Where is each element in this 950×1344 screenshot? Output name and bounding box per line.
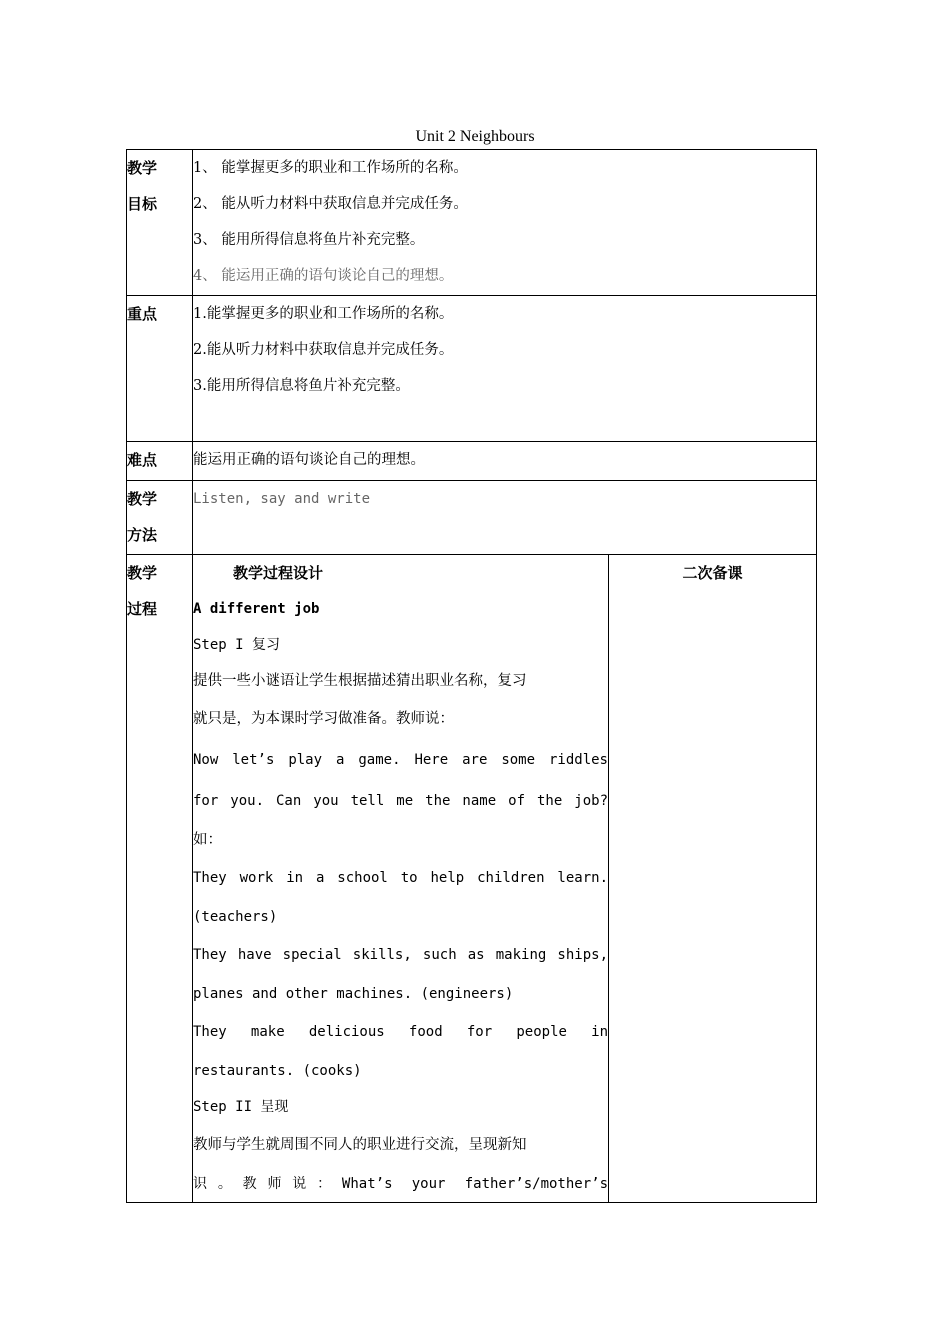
difficulty-content (193, 442, 817, 481)
method-row (127, 481, 817, 555)
process-row (127, 555, 817, 1203)
process-line: (teachers) (193, 909, 278, 925)
backup-header: 二次备课 (682, 564, 743, 582)
key-points-label (127, 296, 193, 442)
process-line: 就只是，为本课时学习做准备。教师说： (193, 711, 454, 727)
process-line: 识。教师说：What’s your father’s/mother’s (193, 1176, 608, 1192)
process-line: They have special skills, such as making ships, (193, 947, 608, 963)
lesson-heading: A different job (193, 601, 320, 617)
method-content (193, 481, 817, 555)
label-line: 难点 (127, 451, 158, 469)
label-line: 方法 (127, 526, 158, 544)
label-line: 教学 (127, 564, 158, 582)
key-points-content (193, 296, 817, 442)
process-line: They make delicious food for people in (193, 1024, 608, 1040)
step-heading: Step II 呈现 (193, 1099, 289, 1115)
difficulty-row (127, 442, 817, 481)
process-line: 教师与学生就周围不同人的职业进行交流，呈现新知 (193, 1137, 527, 1153)
key-point-item: 2.能从听力材料中获取信息并完成任务。 (193, 342, 454, 358)
label-line: 教学 (127, 159, 158, 177)
objective-item: 1、 能掌握更多的职业和工作场所的名称。 (193, 160, 468, 176)
objectives-row (127, 150, 817, 296)
key-point-item: 1.能掌握更多的职业和工作场所的名称。 (193, 306, 454, 322)
process-design-content (193, 555, 609, 1203)
process-line: 提供一些小谜语让学生根据描述猜出职业名称，复习 (193, 673, 527, 689)
label-line: 重点 (127, 305, 158, 323)
label-line: 教学 (127, 490, 158, 508)
label-line: 目标 (127, 195, 158, 213)
process-line: 如： (193, 832, 222, 848)
objectives-content (193, 150, 817, 296)
key-point-item: 3.能用所得信息将鱼片补充完整。 (193, 378, 410, 394)
process-label (127, 555, 193, 1203)
label-line: 过程 (127, 600, 158, 618)
objective-item: 2、 能从听力材料中获取信息并完成任务。 (193, 196, 468, 212)
difficulty-text: 能运用正确的语句谈论自己的理想。 (193, 452, 425, 468)
design-header: 教学过程设计 (233, 564, 324, 582)
process-line: Now let’s play a game. Here are some riddles (193, 752, 608, 768)
page-title: Unit 2 Neighbours (415, 128, 535, 145)
key-points-row (127, 296, 817, 442)
objectives-label (127, 150, 193, 296)
process-line: planes and other machines. (engineers) (193, 986, 514, 1002)
difficulty-label (127, 442, 193, 481)
process-backup-content (609, 555, 817, 1203)
objective-item: 4、 能运用正确的语句谈论自己的理想。 (193, 268, 454, 284)
process-line: They work in a school to help children learn. (193, 870, 608, 886)
method-text: Listen, say and write (193, 491, 371, 507)
process-line: restaurants. (cooks) (193, 1063, 362, 1079)
method-label (127, 481, 193, 555)
lesson-plan-table (126, 149, 817, 1203)
step-heading: Step I 复习 (193, 637, 281, 653)
process-line: for you. Can you tell me the name of the job? (193, 793, 608, 809)
objective-item: 3、 能用所得信息将鱼片补充完整。 (193, 232, 425, 248)
